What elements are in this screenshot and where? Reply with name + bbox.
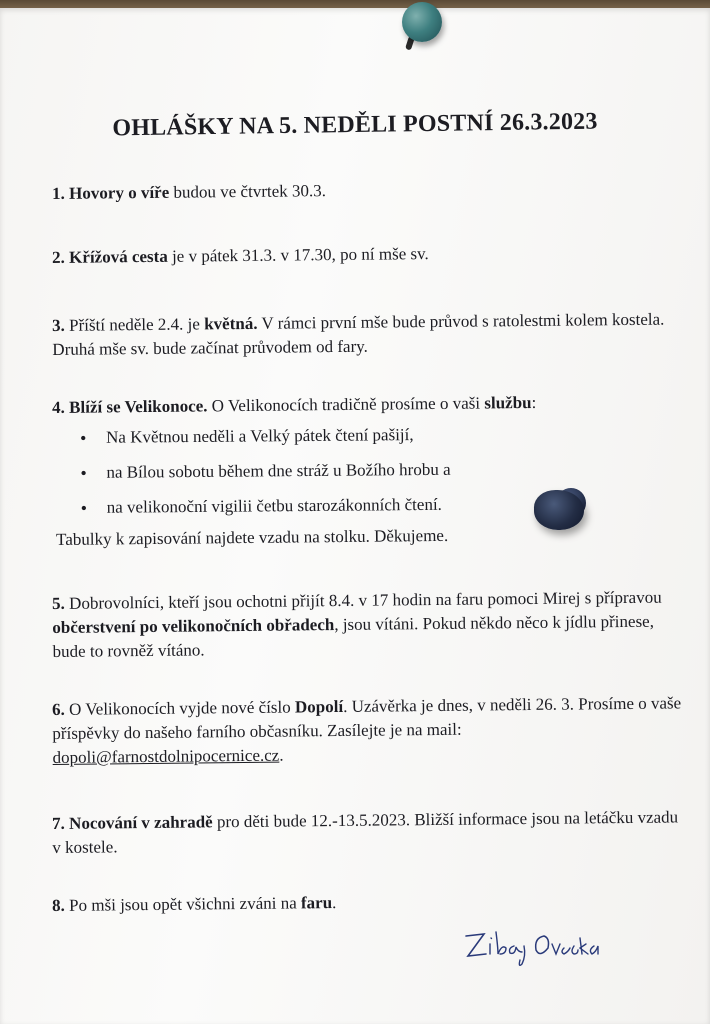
item-bold: Dopolí (294, 696, 344, 717)
item-text: pro děti bude 12.-13.5.2023. Bližší informace jsou na letáčku vzadu v kostele. (52, 807, 679, 857)
item-text: V rámci první mše bude průvod s ratolestmi kolem kostela. Druhá mše sv. bude začínat průvodem od fary. (52, 309, 665, 359)
item-text: . (332, 893, 337, 913)
item-text: Po mši jsou opět všichni zváni na (64, 893, 302, 915)
handwritten-signature (460, 922, 610, 972)
email-link[interactable]: dopoli@farnostdolnipocernice.cz (52, 745, 280, 767)
item-bold: Blíží se Velikonoce. (69, 396, 208, 417)
item-text: : (531, 392, 537, 412)
item-number: 7. (52, 813, 65, 833)
item-text: je v pátek 31.3. v 17.30, po ní mše sv. (167, 244, 429, 266)
item-number: 3. (52, 315, 65, 335)
item-text: , jsou vítáni. Pokud někdo něco k jídlu přinese, bude to rovněž vítáno. (52, 611, 655, 661)
announcement-5 (52, 585, 683, 664)
item-number: 1. (52, 183, 65, 203)
item-number: 5. (52, 593, 65, 613)
item-bold: faru (300, 893, 333, 913)
item-bold: Hovory o víře (69, 182, 170, 203)
after-bullets-text: Tabulky k zapisování najdete vzadu na stolku. Děkujeme. (56, 525, 449, 549)
list-item: • Na Květnou neděli a Velký pátek čtení pašijí, (78, 421, 598, 461)
list-item: • na Bílou sobotu během dne stráž u Božího hrobu a (78, 456, 598, 496)
item-bold: službu (484, 392, 532, 413)
pushpin-icon (534, 490, 584, 530)
announcement-7 (52, 805, 682, 860)
pushpin-icon (402, 2, 442, 42)
item-text: O Velikonocích tradičně prosíme o vaši (207, 393, 485, 416)
item-text: budou ve čtvrtek 30.3. (169, 181, 327, 202)
item-number: 6. (52, 699, 65, 719)
item-bold: květná. (204, 313, 258, 334)
bullet-list (78, 421, 599, 531)
item-number: 4. (52, 397, 65, 417)
item-bold: občerstvení po velikonočních obřadech (52, 615, 335, 637)
item-bold: Křížová cesta (69, 246, 168, 267)
announcement-3 (52, 307, 682, 362)
item-text: . (279, 745, 284, 765)
announcement-6 (52, 691, 683, 770)
item-bold: Nocování v zahradě (69, 812, 213, 833)
item-text: Dobrovolníci, kteří jsou ochotni přijít 8.4. v 17 hodin na faru pomoci Mirej s přípravou (64, 587, 662, 613)
item-text: O Velikonocích vyjde nové číslo (64, 697, 296, 719)
item-number: 2. (52, 247, 65, 267)
item-number: 8. (52, 895, 65, 915)
page-title: OHLÁŠKY NA 5. NEDĚLI POSTNÍ 26.3.2023 (112, 108, 598, 142)
item-text: . Uzávěrka je dnes, v neděli 26. 3. Prosíme o vaše příspěvky do našeho farního občasníku. Zasílejte je na mail: (52, 693, 682, 743)
item-text: Příští neděle 2.4. je (64, 314, 205, 335)
list-item: • na velikonoční vigilii četbu starozákonních čtení. (79, 491, 599, 531)
